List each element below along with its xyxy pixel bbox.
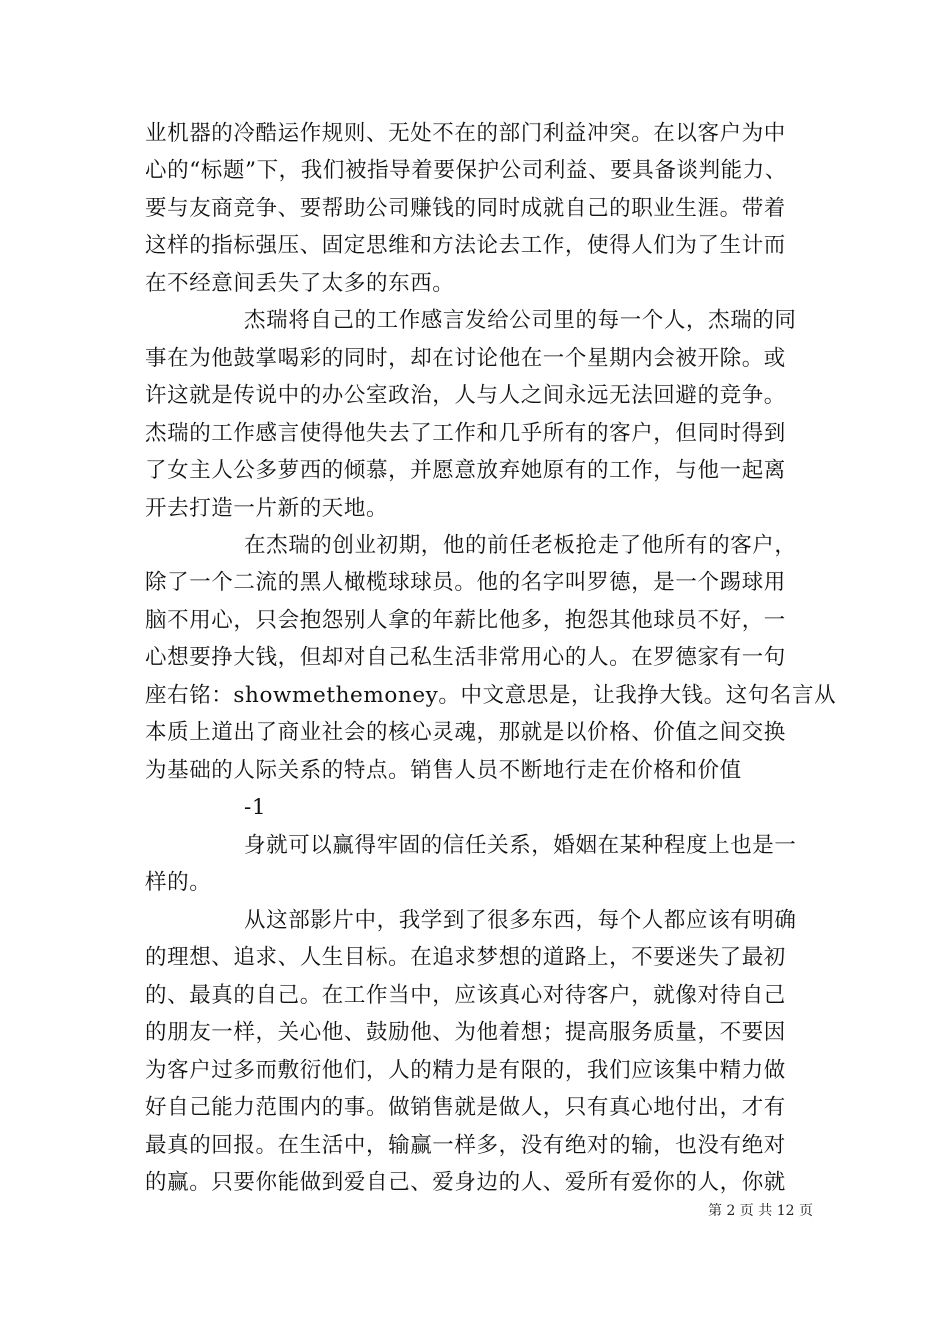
text-line: 除了一个二流的黑人橄榄球球员。他的名字叫罗德，是一个踢球用 bbox=[145, 570, 786, 595]
text-line: 样的。 bbox=[145, 870, 212, 895]
text-line: 脑不用心，只会抱怨别人拿的年薪比他多，抱怨其他球员不好，一 bbox=[145, 608, 786, 633]
text-line: 在不经意间丢失了太多的东西。 bbox=[145, 271, 455, 296]
paragraph-first-line: 杰瑞将自己的工作感言发给公司里的每一个人，杰瑞的同 bbox=[244, 308, 797, 333]
text-line: 开去打造一片新的天地。 bbox=[145, 496, 389, 521]
text-line: 许这就是传说中的办公室政治，人与人之间永远无法回避的竞争。 bbox=[145, 383, 786, 408]
text-line: 事在为他鼓掌喝彩的同时，却在讨论他在一个星期内会被开除。或 bbox=[145, 346, 786, 371]
text-line: 座右铭：showmethemoney。中文意思是，让我挣大钱。这句名言从 bbox=[145, 683, 837, 708]
text-line: 好自己能力范围内的事。做销售就是做人，只有真心地付出，才有 bbox=[145, 1095, 786, 1120]
text-line: 的朋友一样，关心他、鼓励他、为他着想；提高服务质量，不要因 bbox=[145, 1020, 786, 1045]
text-line: 要与友商竞争、要帮助公司赚钱的同时成就自己的职业生涯。带着 bbox=[145, 196, 786, 221]
text-line: 的理想、追求、人生目标。在追求梦想的道路上，不要迷失了最初 bbox=[145, 945, 786, 970]
text-line: 的、最真的自己。在工作当中，应该真心对待客户，就像对待自己 bbox=[145, 983, 786, 1008]
paragraph-first-line: 身就可以赢得牢固的信任关系，婚姻在某种程度上也是一 bbox=[244, 833, 797, 858]
text-line: 业机器的冷酷运作规则、无处不在的部门利益冲突。在以客户为中 bbox=[145, 121, 786, 146]
text-line: 这样的指标强压、固定思维和方法论去工作，使得人们为了生计而 bbox=[145, 233, 786, 258]
text-line: 为基础的人际关系的特点。销售人员不断地行走在价格和价值 bbox=[145, 758, 742, 783]
text-line: 本质上道出了商业社会的核心灵魂，那就是以价格、价值之间交换 bbox=[145, 720, 786, 745]
paragraph-first-line: 在杰瑞的创业初期，他的前任老板抢走了他所有的客户， bbox=[244, 533, 797, 558]
text-line: 心的“标题”下，我们被指导着要保护公司利益、要具备谈判能力、 bbox=[145, 158, 787, 183]
text-line: 的赢。只要你能做到爱自己、爱身边的人、爱所有爱你的人，你就 bbox=[145, 1170, 786, 1195]
text-line: 为客户过多而敷衍他们，人的精力是有限的，我们应该集中精力做 bbox=[145, 1058, 786, 1083]
page-footer: 第 2 页 共 12 页 bbox=[708, 1203, 813, 1219]
text-line: 心想要挣大钱，但却对自己私生活非常用心的人。在罗德家有一句 bbox=[145, 645, 786, 670]
text-line: 杰瑞的工作感言使得他失去了工作和几乎所有的客户，但同时得到 bbox=[145, 421, 786, 446]
text-line: 了女主人公多萝西的倾慕，并愿意放弃她原有的工作，与他一起离 bbox=[145, 458, 786, 483]
page-break-marker: -1 bbox=[244, 795, 267, 820]
paragraph-first-line: 从这部影片中，我学到了很多东西，每个人都应该有明确 bbox=[244, 908, 797, 933]
text-line: 最真的回报。在生活中，输赢一样多，没有绝对的输，也没有绝对 bbox=[145, 1133, 786, 1158]
